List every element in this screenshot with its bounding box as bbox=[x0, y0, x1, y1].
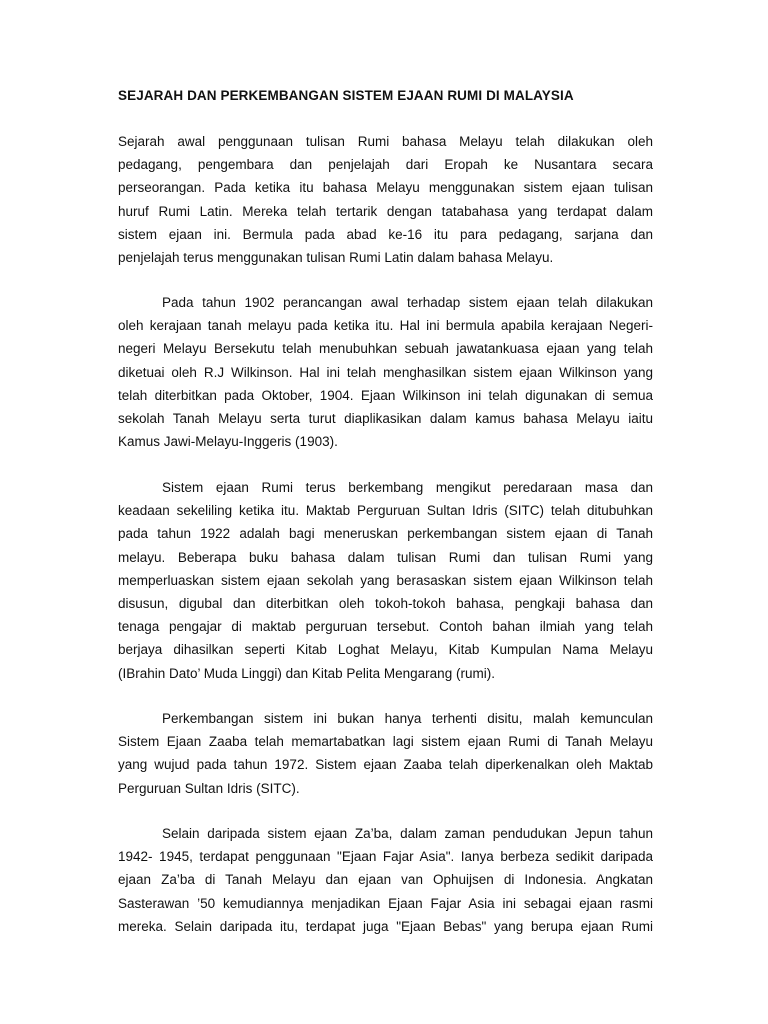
paragraph-line: 1942- 1945, terdapat penggunaan "Ejaan Fajar Asia". Ianya berbeza sedikit daripada bbox=[118, 849, 653, 865]
paragraph-line: yang wujud pada tahun 1972. Sistem ejaan Zaaba telah diperkenalkan oleh Maktab bbox=[118, 757, 653, 773]
paragraph-line: Sistem Ejaan Zaaba telah memartabatkan lagi sistem ejaan Rumi di Tanah Melayu bbox=[118, 734, 653, 750]
paragraph-3 bbox=[118, 476, 653, 685]
paragraph-line: ejaan Za’ba di Tanah Melayu dan ejaan van Ophuijsen di Indonesia. Angkatan bbox=[118, 872, 653, 888]
paragraph-line: (IBrahin Dato’ Muda Linggi) dan Kitab Pelita Mengarang (rumi). bbox=[118, 665, 495, 681]
paragraph-line: Selain daripada sistem ejaan Za’ba, dalam zaman pendudukan Jepun tahun bbox=[162, 826, 653, 841]
paragraph-line: memperluaskan sistem ejaan sekolah yang berasaskan sistem ejaan Wilkinson telah bbox=[118, 572, 653, 588]
paragraph-line: mereka. Selain daripada itu, terdapat juga "Ejaan Bebas" yang berupa ejaan Rumi bbox=[118, 918, 653, 934]
paragraph-4 bbox=[118, 707, 653, 800]
paragraph-line: disusun, digubal dan diterbitkan oleh tokoh-tokoh bahasa, pengkaji bahasa dan bbox=[118, 595, 653, 611]
paragraph-line: huruf Rumi Latin. Mereka telah tertarik dengan tatabahasa yang terdapat dalam bbox=[118, 203, 653, 219]
paragraph-line: pada tahun 1922 adalah bagi meneruskan perkembangan sistem ejaan di Tanah bbox=[118, 526, 653, 542]
paragraph-line: berjaya dihasilkan seperti Kitab Loghat Melayu, Kitab Kumpulan Nama Melayu bbox=[118, 642, 653, 658]
paragraph-line: telah diterbitkan pada Oktober, 1904. Ejaan Wilkinson ini telah digunakan di semua bbox=[118, 387, 653, 403]
paragraph-line: tenaga pengajar di maktab perguruan tersebut. Contoh bahan ilmiah yang telah bbox=[118, 619, 653, 635]
paragraph-5 bbox=[118, 822, 653, 938]
paragraph-line: Kamus Jawi-Melayu-Inggeris (1903). bbox=[118, 434, 338, 450]
paragraph-line: sistem ejaan ini. Bermula pada abad ke-16 itu para pedagang, sarjana dan bbox=[118, 226, 653, 242]
paragraph-line: penjelajah terus menggunakan tulisan Rumi Latin dalam bahasa Melayu. bbox=[118, 249, 554, 265]
paragraph-line: negeri Melayu Bersekutu telah menubuhkan sebuah jawatankuasa ejaan yang telah bbox=[118, 341, 653, 357]
paragraph-line: Sistem ejaan Rumi terus berkembang mengikut peredaraan masa dan bbox=[162, 480, 653, 495]
paragraph-line: pedagang, pengembara dan penjelajah dari Eropah ke Nusantara secara bbox=[118, 157, 653, 173]
paragraph-line: Sasterawan ’50 kemudiannya menjadikan Ejaan Fajar Asia ini sebagai ejaan rasmi bbox=[118, 895, 653, 911]
paragraph-1 bbox=[118, 130, 653, 269]
paragraph-line: perseorangan. Pada ketika itu bahasa Melayu menggunakan sistem ejaan tulisan bbox=[118, 180, 653, 196]
paragraph-line: keadaan sekeliling ketika itu. Maktab Perguruan Sultan Idris (SITC) telah ditubuhkan bbox=[118, 503, 653, 519]
document-title: SEJARAH DAN PERKEMBANGAN SISTEM EJAAN RUMI DI MALAYSIA bbox=[118, 88, 574, 103]
paragraph-line: Sejarah awal penggunaan tulisan Rumi bahasa Melayu telah dilakukan oleh bbox=[118, 134, 653, 149]
paragraph-line: melayu. Beberapa buku bahasa dalam tulisan Rumi dan tulisan Rumi yang bbox=[118, 549, 653, 565]
paragraph-line: Perkembangan sistem ini bukan hanya terhenti disitu, malah kemunculan bbox=[162, 711, 653, 726]
paragraph-line: Pada tahun 1902 perancangan awal terhadap sistem ejaan telah dilakukan bbox=[162, 295, 653, 310]
paragraph-line: oleh kerajaan tanah melayu pada ketika itu. Hal ini bermula apabila kerajaan Negeri- bbox=[118, 318, 653, 334]
paragraph-2 bbox=[118, 291, 653, 453]
paragraph-line: diketuai oleh R.J Wilkinson. Hal ini telah menghasilkan sistem ejaan Wilkinson yang bbox=[118, 364, 653, 380]
paragraph-line: Perguruan Sultan Idris (SITC). bbox=[118, 780, 300, 796]
paragraph-line: sekolah Tanah Melayu serta turut diaplikasikan dalam kamus bahasa Melayu iaitu bbox=[118, 410, 653, 426]
